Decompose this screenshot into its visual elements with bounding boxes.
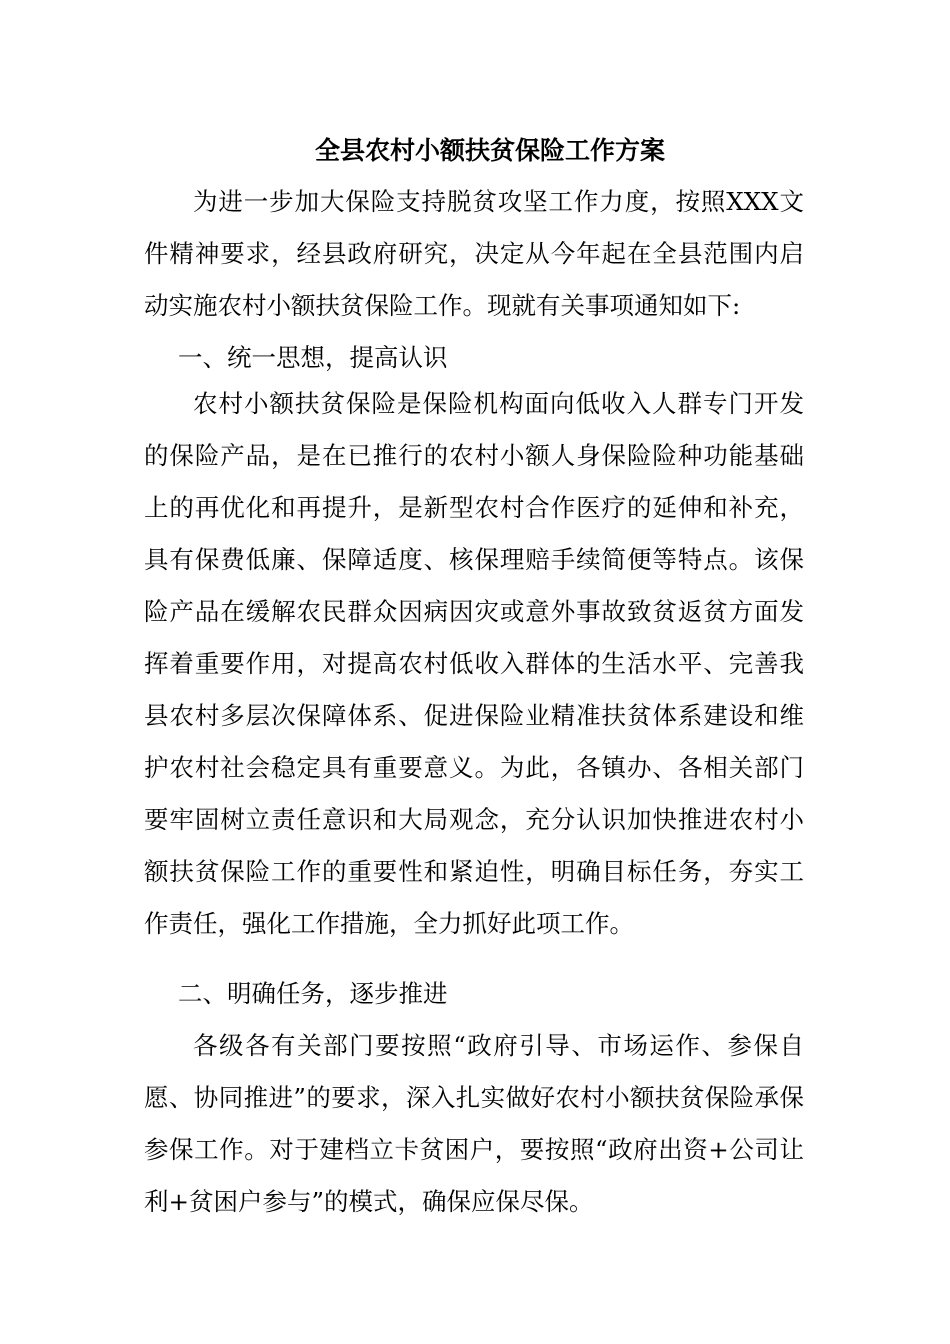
section-1-block (144, 378, 804, 950)
intro-block (144, 176, 804, 384)
section-2-block (144, 968, 804, 1228)
section-2-paragraph: 各级各有关部门要按照“政府引导、市场运作、参保自愿、协同推进”的要求，深入扎实做好农村小额扶贫保险承保参保工作。对于建档立卡贫困户，要按照“政府出资+公司让利+贫困户参与”的模式，确保应保尽保。 (144, 1031, 804, 1216)
intro-paragraph: 为进一步加大保险支持脱贫攻坚工作力度，按照XXX文件精神要求，经县政府研究，决定从今年起在全县范围内启动实施农村小额扶贫保险工作。现就有关事项通知如下: (144, 187, 804, 320)
section-1-paragraph: 农村小额扶贫保险是保险机构面向低收入人群专门开发的保险产品，是在已推行的农村小额人身保险险种功能基础上的再优化和再提升，是新型农村合作医疗的延伸和补充，具有保费低廉、保障适度、核保理赔手续简便等特点。该保险产品在缓解农民群众因病因灾或意外事故致贫返贫方面发挥着重要作用，对提高农村低收入群体的生活水平、完善我县农村多层次保障体系、促进保险业精准扶贫体系建设和维护农村社会稳定具有重要意义。为此，各镇办、各相关部门要牢固树立责任意识和大局观念，充分认识加快推进农村小额扶贫保险工作的重要性和紧迫性，明确目标任务，夯实工作责任，强化工作措施，全力抓好此项工作。 (144, 389, 804, 938)
document-title: 全县农村小额扶贫保险工作方案 (314, 136, 665, 165)
section-1-heading: 一、统一思想，提高认识 (178, 343, 448, 372)
section-2-heading: 二、明确任务，逐步推进 (178, 979, 448, 1008)
